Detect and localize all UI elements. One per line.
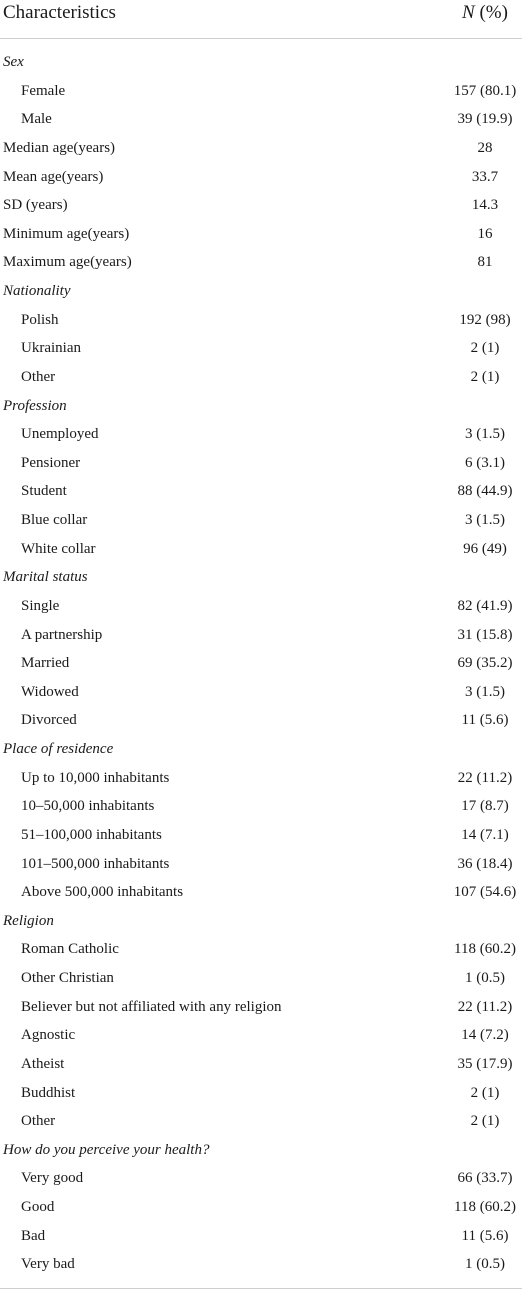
row-value: 107 (54.6) <box>453 884 517 901</box>
table-row <box>0 306 522 335</box>
table-row <box>0 420 522 449</box>
row-label: Divorced <box>21 712 77 729</box>
row-value: 3 (1.5) <box>465 426 505 443</box>
row-value: 3 (1.5) <box>465 683 505 700</box>
row-label: Agnostic <box>21 1027 76 1044</box>
section-label: Nationality <box>3 283 71 299</box>
table-row <box>0 1193 522 1222</box>
section-header-row <box>0 563 522 592</box>
row-value: 88 (44.9) <box>457 483 513 500</box>
row-value: 3 (1.5) <box>465 512 505 528</box>
row-value: 16 <box>477 225 493 242</box>
table-row <box>0 1107 522 1136</box>
section-label: Religion <box>3 912 54 929</box>
row-label: Up to 10,000 inhabitants <box>21 769 170 786</box>
row-label: Female <box>21 82 66 99</box>
table-row <box>0 1050 522 1079</box>
section-header-row <box>0 48 522 77</box>
table-row <box>0 878 522 907</box>
row-value: 2 (1) <box>470 1113 500 1130</box>
table-row <box>0 191 522 220</box>
row-label: Blue collar <box>21 512 88 528</box>
row-label: Bad <box>21 1227 46 1244</box>
row-label: Minimum age(years) <box>3 225 130 242</box>
row-value: 2 (1) <box>470 340 500 357</box>
row-value: 31 (15.8) <box>457 626 513 643</box>
table-row <box>0 134 522 163</box>
row-value: 11 (5.6) <box>461 1227 509 1244</box>
row-value: 14 (7.2) <box>461 1027 509 1044</box>
row-value: 6 (3.1) <box>465 454 505 471</box>
row-label: Maximum age(years) <box>3 254 132 271</box>
table-header <box>0 0 522 39</box>
table-row <box>0 850 522 879</box>
row-label: Roman Catholic <box>21 941 119 958</box>
bottom-rule <box>0 1288 522 1289</box>
header-characteristics: Characteristics <box>3 2 116 23</box>
row-label: Single <box>21 597 60 614</box>
section-header-row <box>0 907 522 936</box>
row-value: 36 (18.4) <box>457 855 513 872</box>
table-row <box>0 248 522 277</box>
table-row <box>0 592 522 621</box>
row-label: Good <box>21 1199 55 1215</box>
row-value: 118 (60.2) <box>454 1199 516 1215</box>
row-value: 1 (0.5) <box>465 1256 505 1273</box>
table-row <box>0 506 522 535</box>
row-label: A partnership <box>21 626 103 643</box>
table-row <box>0 821 522 850</box>
row-label: Other Christian <box>21 970 114 986</box>
row-label: Mean age(years) <box>3 168 104 185</box>
row-value: 35 (17.9) <box>457 1055 513 1072</box>
section-label: How do you perceive your health? <box>3 1141 210 1158</box>
table-row <box>0 163 522 192</box>
table-row <box>0 678 522 707</box>
row-value: 33.7 <box>471 168 499 185</box>
row-label: Married <box>21 655 70 672</box>
row-value: 22 (11.2) <box>457 769 513 786</box>
section-header-row <box>0 1136 522 1165</box>
row-label: Very good <box>21 1170 84 1187</box>
row-value: 118 (60.2) <box>454 941 516 958</box>
row-label: Very bad <box>21 1256 75 1273</box>
section-label: Profession <box>3 397 67 414</box>
header-n-label: N <box>462 2 475 23</box>
row-value: 22 (11.2) <box>457 998 513 1015</box>
row-label: Atheist <box>21 1055 65 1072</box>
section-header-row <box>0 735 522 764</box>
row-value: 28 <box>477 139 493 156</box>
row-label: Median age(years) <box>3 139 116 156</box>
table-row <box>0 105 522 134</box>
row-value: 2 (1) <box>470 1084 500 1101</box>
table-row <box>0 334 522 363</box>
table-row <box>0 621 522 650</box>
row-value: 11 (5.6) <box>461 712 509 729</box>
table-row <box>0 449 522 478</box>
row-label: Male <box>21 111 52 128</box>
table-row <box>0 77 522 106</box>
row-value: 69 (35.2) <box>457 655 513 672</box>
table-row <box>0 706 522 735</box>
row-value: 17 (8.7) <box>461 798 509 815</box>
table-row <box>0 220 522 249</box>
row-value: 96 (49) <box>463 540 507 557</box>
header-n-percent <box>450 0 520 26</box>
row-label: Ukrainian <box>21 340 81 357</box>
row-label: Above 500,000 inhabitants <box>21 884 184 901</box>
row-value: 82 (41.9) <box>457 597 513 614</box>
section-label: Sex <box>3 54 24 70</box>
row-label: 10–50,000 inhabitants <box>21 798 155 815</box>
section-label: Place of residence <box>3 741 114 757</box>
row-value: 192 (98) <box>459 311 511 328</box>
row-value: 2 (1) <box>470 368 500 385</box>
table-body <box>0 48 522 1279</box>
row-label: Believer but not affiliated with any religion <box>21 998 282 1015</box>
row-label: Pensioner <box>21 454 81 471</box>
row-value: 157 (80.1) <box>453 82 517 99</box>
row-value: 1 (0.5) <box>465 970 505 986</box>
table-row <box>0 993 522 1022</box>
section-header-row <box>0 392 522 421</box>
row-value: 66 (33.7) <box>457 1170 513 1187</box>
row-label: Student <box>21 483 67 500</box>
row-label: Unemployed <box>21 426 99 443</box>
table-row <box>0 1222 522 1251</box>
section-header-row <box>0 277 522 306</box>
table-row <box>0 363 522 392</box>
row-value: 81 <box>477 254 493 271</box>
table-row <box>0 964 522 993</box>
table-row <box>0 1021 522 1050</box>
row-label: Other <box>21 1113 56 1130</box>
table-row <box>0 792 522 821</box>
table-row <box>0 1250 522 1279</box>
table-row <box>0 1079 522 1108</box>
row-label: White collar <box>21 540 96 557</box>
table-row <box>0 1164 522 1193</box>
row-label: Buddhist <box>21 1084 76 1101</box>
row-label: 101–500,000 inhabitants <box>21 855 170 872</box>
table-row <box>0 764 522 793</box>
table-row <box>0 535 522 564</box>
row-label: 51–100,000 inhabitants <box>21 826 162 843</box>
row-label: Widowed <box>21 683 79 700</box>
table-row <box>0 935 522 964</box>
row-value: 14 (7.1) <box>461 826 509 843</box>
row-value: 39 (19.9) <box>457 111 513 128</box>
row-label: SD (years) <box>3 197 68 214</box>
row-value: 14.3 <box>471 197 499 214</box>
section-label: Marital status <box>3 569 88 586</box>
header-pct-label: (%) <box>474 2 508 23</box>
row-label: Other <box>21 368 56 385</box>
table-row <box>0 477 522 506</box>
table-row <box>0 649 522 678</box>
row-label: Polish <box>21 311 59 328</box>
